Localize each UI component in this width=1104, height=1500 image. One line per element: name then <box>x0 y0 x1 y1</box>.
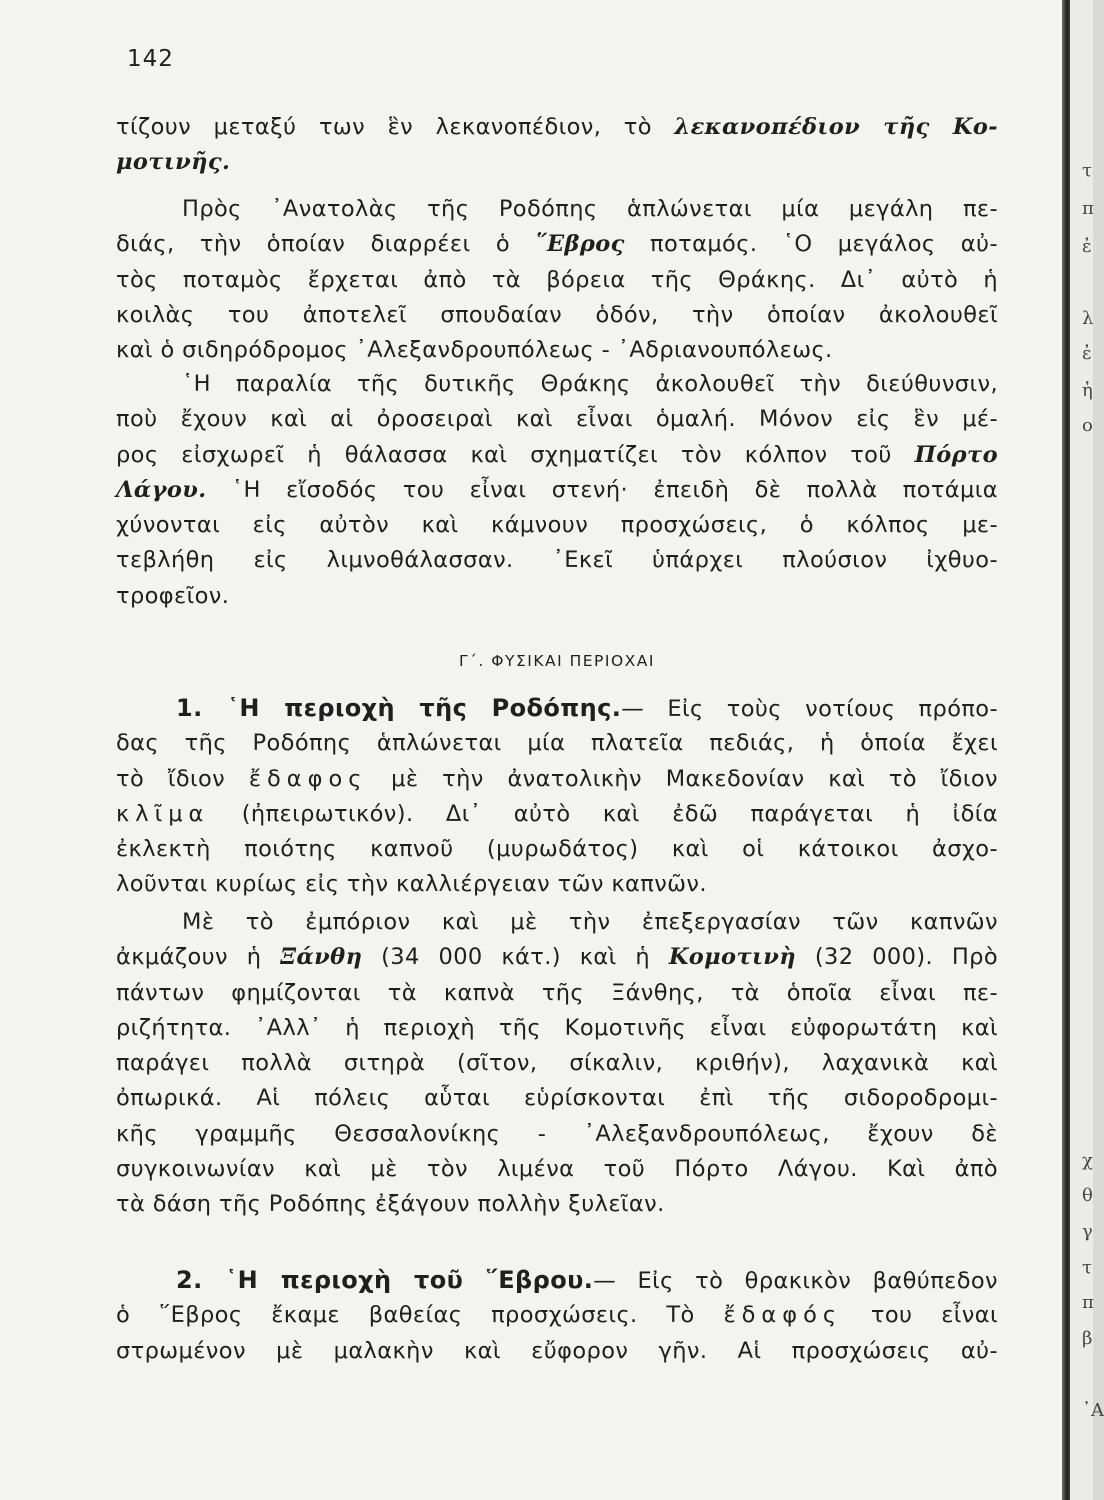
text-line: τὰ δάση τῆς Ροδόπης ἐξάγουν πολλὴν ξυλεῖαν. <box>116 1191 665 1218</box>
spaced-term: ἔδαφός <box>723 1302 843 1329</box>
text-line: κλῖμα (ἠπειρωτικόν). Δι᾿ αὐτὸ καὶ ἐδῶ παράγεται ἡ ἰδία <box>116 800 998 827</box>
paragraph-tobacco <box>116 905 998 1223</box>
text-line: χύνονται εἰς αὐτὸν καὶ κάμνουν προσχώσεις, ὁ κόλπος με- <box>116 512 998 539</box>
text-line: ποὺ ἔχουν καὶ αἱ ὀροσειραὶ καὶ εἶναι ὁμαλή. Μόνον εἰς ἓν μέ- <box>116 406 998 433</box>
paragraph-coast <box>116 367 998 614</box>
page-fragment: τ <box>1082 160 1092 181</box>
text-line: ρος εἰσχωρεῖ ἡ θάλασσα καὶ σχηματίζει τὸν κόλπον τοῦ Πόρτο <box>116 441 998 468</box>
page-fragment: π <box>1082 1292 1094 1313</box>
page-fragment: γ <box>1082 1221 1093 1242</box>
text-line: διάς, τὴν ὁποίαν διαρρέει ὁ ῞Εβρος ποταμός. ῾Ο μεγάλος αὐ- <box>116 231 998 258</box>
page-fragment: ἡ <box>1082 380 1093 401</box>
subsection-title: 2. ῾Η περιοχὴ τοῦ ῞Εβρου. <box>176 1266 594 1294</box>
text-line: 1. ῾Η περιοχὴ τῆς Ροδόπης.— Εἰς τοὺς νοτίους πρόπο- <box>176 694 998 722</box>
emphasis-term: ῞Εβρος <box>535 231 625 258</box>
page-fragment: τ <box>1082 1257 1092 1278</box>
text-line: τροφεῖον. <box>116 582 230 609</box>
subsection-title: 1. ῾Η περιοχὴ τῆς Ροδόπης. <box>176 694 622 722</box>
text-line: παράγει πολλὰ σιτηρὰ (σῖτον, σίκαλιν, κριθήν), λαχανικὰ καὶ <box>116 1050 998 1077</box>
paragraph-east <box>116 192 998 368</box>
emphasis-term: Κομοτινὴ <box>668 944 797 971</box>
text-line: τὸς ποταμὸς ἔρχεται ἀπὸ τὰ βόρεια τῆς Θράκης. Δι᾿ αὐτὸ ἡ <box>116 266 998 293</box>
text-line: ἐκλεκτὴ ποιότης καπνοῦ (μυρωδάτος) καὶ οἱ κάτοικοι ἀσχο- <box>116 836 998 863</box>
text-line: Λάγου. ῾Η εἴσοδός του εἶναι στενή· ἐπειδὴ δὲ πολλὰ ποτάμια <box>116 476 998 503</box>
text-line: 2. ῾Η περιοχὴ τοῦ ῞Εβρου.— Εἰς τὸ θρακικὸν βαθύπεδον <box>176 1266 999 1294</box>
emphasis-term: Πόρτο <box>914 441 998 468</box>
section-rhodope <box>116 691 998 903</box>
text-line: κοιλὰς του ἀποτελεῖ σπουδαίαν ὁδόν, τὴν ὁποίαν ἀκολουθεῖ <box>116 301 998 328</box>
paragraph-intro <box>116 110 998 181</box>
section-evros <box>116 1263 998 1369</box>
text-line: Πρὸς ᾿Ανατολὰς τῆς Ροδόπης ἁπλώνεται μία μεγάλη πε- <box>182 196 998 222</box>
adjacent-page-edge <box>1070 0 1104 1500</box>
emphasis-term: μοτινῆς. <box>116 149 231 176</box>
text-line: ἀκμάζουν ἡ Ξάνθη (34 000 κάτ.) καὶ ἡ Κομοτινὴ (32 000). Πρὸ <box>116 944 999 971</box>
text-line: ὀπωρικά. Αἱ πόλεις αὗται εὑρίσκονται ἐπὶ τῆς σιδοροδρομι- <box>116 1085 998 1112</box>
text-line <box>116 145 998 180</box>
text-line: καὶ ὁ σιδηρόδρομος ᾿Αλεξανδρουπόλεως - ᾿Αδριανουπόλεως. <box>116 337 833 364</box>
emphasis-term: λεκανοπέδιον τῆς Κο- <box>674 114 998 140</box>
text-line: στρωμένον μὲ μαλακὴν καὶ εὔφορον γῆν. Αἱ προσχώσεις αὐ- <box>116 1337 998 1364</box>
page-fragment: ἐ <box>1082 236 1092 257</box>
text-line: ὁ ῞Εβρος ἔκαμε βαθείας προσχώσεις. Τὸ ἔδαφός του εἶναι <box>116 1302 998 1329</box>
spaced-term: κλῖμα <box>116 800 210 827</box>
text-line: τὸ ἴδιον ἔδαφος μὲ τὴν ἀνατολικὴν Μακεδονίαν καὶ τὸ ἴδιον <box>116 765 998 792</box>
emphasis-term: Λάγου. <box>116 476 207 503</box>
text-line: ῾Η παραλία τῆς δυτικῆς Θράκης ἀκολουθεῖ τὴν διεύθυνσιν, <box>182 371 998 397</box>
text-line: Μὲ τὸ ἐμπόριον καὶ μὲ τὴν ἐπεξεργασίαν τῶν καπνῶν <box>182 909 998 935</box>
page-fragment: π <box>1082 198 1094 219</box>
book-gutter <box>1062 0 1070 1500</box>
page-fragment: χ <box>1082 1150 1093 1171</box>
text-line: πάντων φημίζονται τὰ καπνὰ τῆς Ξάνθης, τὰ ὁποῖα εἶναι πε- <box>116 979 998 1006</box>
text-line: συγκοινωνίαν καὶ μὲ τὸν λιμένα τοῦ Πόρτο Λάγου. Καὶ ἀπὸ <box>116 1156 998 1183</box>
text-line: λοῦνται κυρίως εἰς τὴν καλλιέργειαν τῶν καπνῶν. <box>116 871 707 898</box>
section-heading: Γ΄. ΦΥΣΙΚΑΙ ΠΕΡΙΟΧΑΙ <box>459 652 655 670</box>
text-line: δας τῆς Ροδόπης ἁπλώνεται μία πλατεῖα πεδιάς, ἡ ὁποία ἔχει <box>116 730 998 757</box>
text-line: τίζουν μεταξύ των ἓν λεκανοπέδιον, τὸ λεκανοπέδιον τῆς Κο- <box>116 114 998 140</box>
page-fragment: β <box>1082 1328 1093 1349</box>
page-fragment: ᾿Α <box>1082 1400 1104 1421</box>
page-fragment: ο <box>1082 415 1093 436</box>
text-line: κῆς γραμμῆς Θεσσαλονίκης - ᾿Αλεξανδρουπόλεως, ἔχουν δὲ <box>116 1120 998 1147</box>
page-fragment: ἐ <box>1082 343 1092 364</box>
page-fragment: λ <box>1082 308 1094 329</box>
emphasis-term: Ξάνθη <box>280 944 363 971</box>
text-line: τεβλήθη εἰς λιμνοθάλασσαν. ᾿Εκεῖ ὑπάρχει πλούσιον ἰχθυο- <box>116 547 998 574</box>
page-number: 142 <box>127 46 174 72</box>
text-line: ριζήτητα. ᾿Αλλ᾿ ἡ περιοχὴ τῆς Κομοτινῆς εἶναι εὐφορωτάτη καὶ <box>116 1014 998 1041</box>
page-fragment: θ <box>1082 1185 1093 1206</box>
spaced-term: ἔδαφος <box>248 765 368 792</box>
